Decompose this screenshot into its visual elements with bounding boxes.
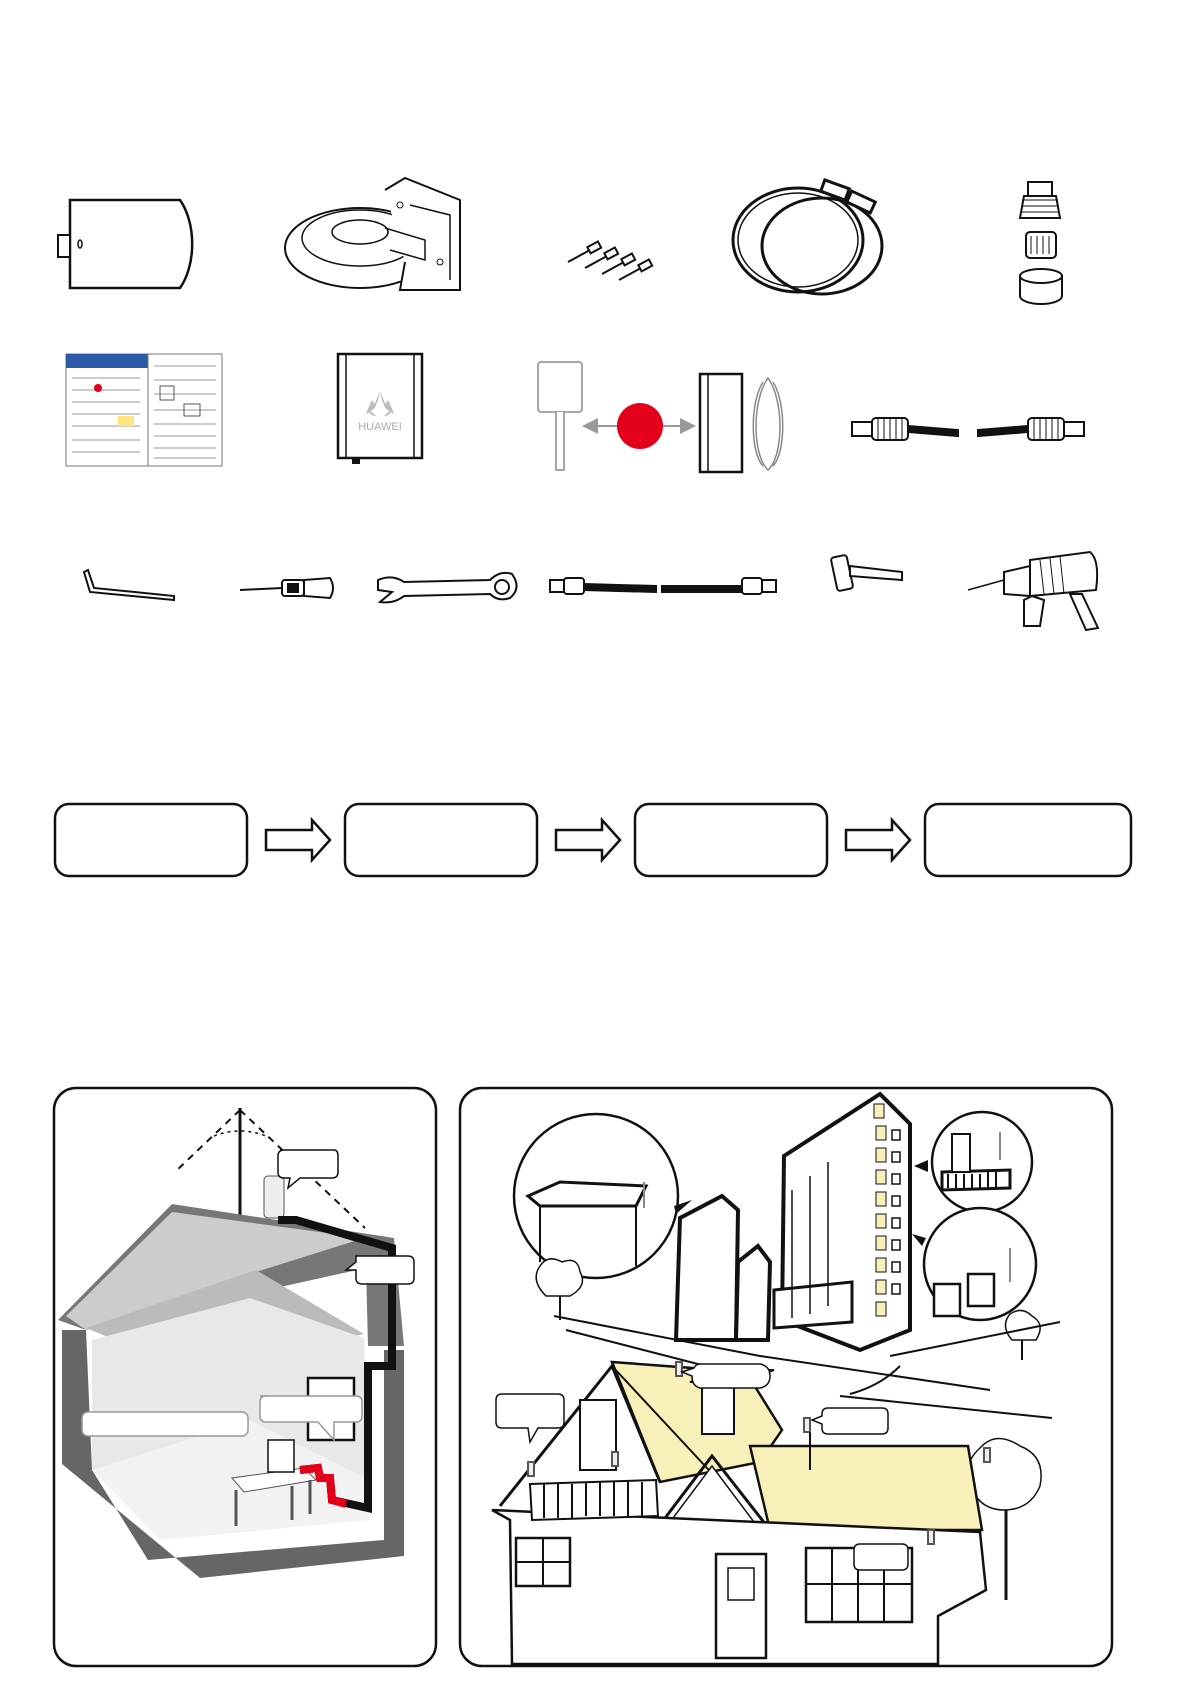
- hammer-drill-icon: [968, 552, 1098, 630]
- mounting-bracket-icon: [285, 178, 460, 290]
- network-cable-long-icon: [550, 578, 776, 594]
- flow-step-2: [345, 804, 537, 876]
- huawei-brand-text: HUAWEI: [358, 421, 402, 433]
- flow-step-3: [635, 804, 827, 876]
- flow-arrow-2: [556, 820, 620, 860]
- network-cable-short-icon: [852, 418, 1084, 440]
- flow-arrow-1: [266, 820, 330, 860]
- odu-cylinder-unit-icon: [58, 200, 192, 288]
- quick-guide-document-icon: [66, 354, 222, 466]
- expansion-bolts-icon: [568, 242, 652, 280]
- city-and-house-illustration: [460, 1088, 1112, 1666]
- hammer-icon: [831, 555, 902, 592]
- flow-step-4: [925, 804, 1131, 876]
- flow-arrow-3: [846, 820, 910, 860]
- hose-clamps-icon: [733, 180, 882, 294]
- red-warning-dot-icon: [617, 403, 663, 449]
- hex-key-icon: [84, 570, 174, 600]
- flow-step-1: [55, 804, 247, 876]
- wrench-icon: [378, 573, 517, 603]
- power-plug-and-adapter-icon: [538, 362, 783, 472]
- screwdriver-icon: [240, 578, 333, 598]
- poe-adapter-icon: [338, 354, 422, 464]
- house-cross-section-illustration: [54, 1088, 436, 1666]
- cable-gland-icon: [1020, 182, 1062, 304]
- installation-flow: [55, 804, 1131, 876]
